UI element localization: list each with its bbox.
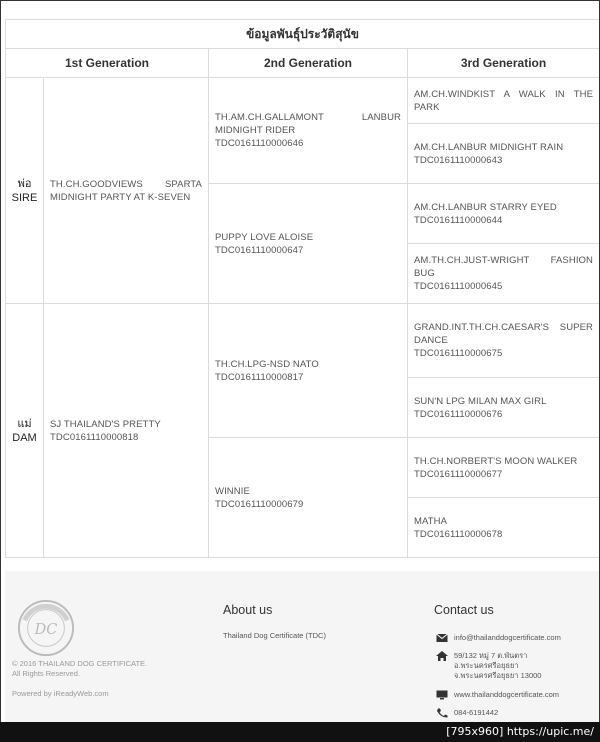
contact-website[interactable]: www.thailanddogcertificate.com	[454, 690, 560, 699]
dam-label-th: แม่	[17, 417, 32, 430]
watermark-bar	[0, 722, 600, 742]
dog-name: TH.CH.NORBERT'S MOON WALKER	[414, 455, 578, 467]
dog-name: MATHA	[414, 515, 448, 527]
address-line-3: จ.พระนครศรีอยุธยา 13000	[454, 671, 542, 680]
svg-text:DC: DC	[34, 621, 58, 638]
copyright-line-2: All Rights Reserved.	[12, 669, 80, 678]
dam-label-en: DAM	[12, 431, 37, 444]
sire-label-th: พ่อ	[17, 177, 32, 190]
sire-label-en: SIRE	[11, 191, 38, 204]
dam-gen3-cell-1	[408, 304, 600, 378]
dam-gen3-cell-4	[408, 498, 600, 558]
contact-heading: Contact us	[434, 603, 494, 617]
dog-registration: TDC0161110000647	[215, 244, 304, 256]
header-1st-generation: 1st Generation	[6, 49, 209, 78]
sire-label	[6, 78, 44, 304]
dam-gen2-dam-cell	[209, 438, 408, 558]
dog-registration: TDC0161110000675	[414, 348, 503, 359]
dog-registration: TDC0161110000679	[215, 498, 304, 510]
dog-name: PUPPY LOVE ALOISE	[215, 231, 314, 243]
site-footer	[5, 571, 599, 723]
sire-gen2-sire-cell	[209, 78, 408, 184]
dog-name: SUN'N LPG MILAN MAX GIRL	[414, 395, 547, 407]
about-heading: About us	[223, 603, 273, 617]
dam-gen3-cell-2	[408, 378, 600, 438]
monitor-icon	[436, 690, 448, 700]
dog-registration: TDC0161110000646	[215, 138, 304, 149]
sire-gen1-name: TH.CH.GOODVIEWS SPARTA MIDNIGHT PARTY AT K-SEVEN	[50, 178, 202, 203]
dog-registration: TDC0161110000677	[414, 468, 503, 480]
contact-address	[454, 651, 541, 681]
dog-name: AM.CH.WINDKIST A WALK IN THE PARK	[414, 88, 594, 113]
header-3rd-generation: 3rd Generation	[408, 49, 600, 78]
sire-gen3-cell-2	[408, 124, 600, 184]
dog-name: AM.CH.LANBUR MIDNIGHT RAIN	[414, 141, 564, 153]
dog-name: WINNIE	[215, 485, 250, 497]
dog-name: TH.AM.CH.GALLAMONT LANBUR MIDNIGHT RIDER	[215, 112, 401, 136]
about-text: Thailand Dog Certificate (TDC)	[223, 631, 326, 640]
dog-registration: TDC0161110000644	[414, 214, 503, 226]
dam-gen1-cell	[44, 304, 209, 558]
sire-gen3-cell-4	[408, 244, 600, 304]
sire-gen2-dam-cell	[209, 184, 408, 304]
watermark-text: [795x960] https://upic.me/	[446, 725, 594, 738]
dog-name: TH.CH.LPG-NSD NATO	[215, 358, 319, 370]
pedigree-section	[5, 19, 599, 557]
address-line-1: 59/132 หมู่ 7 ต.พันตรา	[454, 651, 528, 660]
phone-icon	[436, 708, 448, 718]
dam-gen1-reg: TDC0161110000818	[50, 431, 139, 443]
sire-gen3-cell-1	[408, 78, 600, 124]
dog-registration: TDC0161110000643	[414, 154, 503, 166]
tdc-logo-icon	[17, 599, 75, 657]
dog-registration: TDC0161110000817	[215, 371, 304, 383]
dog-name: AM.CH.LANBUR STARRY EYED	[414, 201, 557, 213]
sire-gen1-cell	[44, 78, 209, 304]
dam-label	[6, 304, 44, 558]
dam-gen1-name: SJ THAILAND'S PRETTY	[50, 418, 161, 430]
contact-phone[interactable]: 084-6191442	[454, 708, 499, 717]
dog-registration: TDC0161110000678	[414, 528, 503, 540]
contact-email[interactable]: info@thailanddogcertificate.com	[454, 633, 561, 642]
dam-gen3-cell-3	[408, 438, 600, 498]
dog-registration: TDC0161110000645	[414, 281, 503, 292]
pedigree-table	[5, 19, 600, 558]
dog-name: GRAND.INT.TH.CH.CAESAR'S SUPER DANCE	[414, 322, 594, 346]
home-icon	[436, 651, 448, 661]
dog-registration: TDC0161110000676	[414, 408, 503, 420]
powered-by-link[interactable]: Powered by iReadyWeb.com	[12, 689, 109, 698]
sire-gen3-cell-3	[408, 184, 600, 244]
envelope-icon	[436, 633, 448, 643]
dog-name: AM.TH.CH.JUST-WRIGHT FASHION BUG	[414, 255, 594, 279]
copyright	[12, 659, 147, 679]
header-2nd-generation: 2nd Generation	[209, 49, 408, 78]
address-line-2: อ.พระนครศรีอยุธยา	[454, 661, 519, 670]
dam-gen2-sire-cell	[209, 304, 408, 438]
copyright-line-1: © 2016 THAILAND DOG CERTIFICATE.	[12, 659, 148, 668]
pedigree-title: ข้อมูลพันธุ์ประวัติสุนัข	[6, 20, 600, 49]
